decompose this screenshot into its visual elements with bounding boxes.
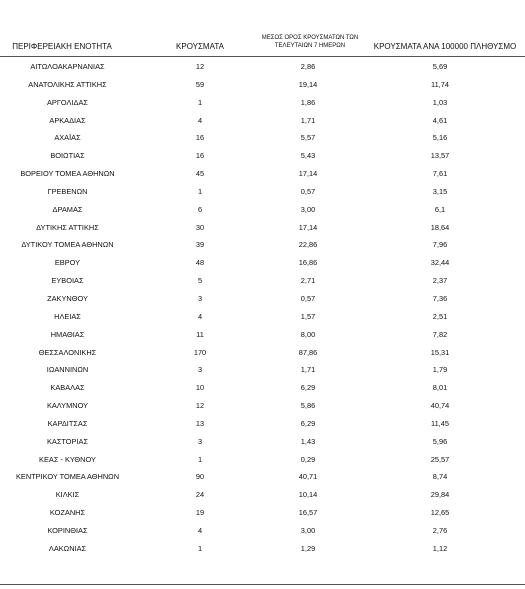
cell-avg: 1,71 — [300, 365, 316, 375]
cell-avg: 1,57 — [300, 311, 316, 321]
cell-per-100k: 29,84 — [430, 490, 450, 500]
cell-region: ΚΙΛΚΙΣ — [55, 490, 80, 500]
cell-region: ΛΑΚΩΝΙΑΣ — [48, 543, 87, 553]
table-row — [0, 541, 525, 559]
table-row — [0, 77, 525, 95]
cell-avg: 1,71 — [300, 115, 316, 125]
cell-avg: 1,86 — [300, 97, 316, 107]
cell-region: ΖΑΚΥΝΘΟΥ — [47, 293, 88, 303]
table-row — [0, 273, 525, 291]
cell-region: ΙΩΑΝΝΙΝΩΝ — [46, 365, 89, 375]
cell-avg: 3,00 — [300, 525, 316, 535]
cell-cases: 90 — [195, 472, 205, 482]
cell-cases: 16 — [195, 151, 205, 161]
cell-avg: 19,14 — [298, 79, 318, 89]
cell-per-100k: 7,82 — [432, 329, 448, 339]
cell-avg: 16,86 — [298, 258, 318, 268]
cell-cases: 1 — [197, 543, 203, 553]
cell-per-100k: 5,69 — [432, 62, 448, 71]
cell-cases: 16 — [195, 133, 205, 143]
cell-cases: 170 — [193, 347, 207, 357]
cell-avg: 17,14 — [298, 222, 318, 232]
table-row — [0, 434, 525, 452]
cell-region: ΚΑΡΔΙΤΣΑΣ — [47, 418, 88, 428]
cell-cases: 3 — [197, 436, 203, 446]
cell-avg: 22,86 — [298, 240, 318, 250]
cell-region: ΓΡΕΒΕΝΩΝ — [47, 186, 88, 196]
cell-region: ΑΧΑΪΑΣ — [54, 133, 81, 143]
cell-cases: 19 — [195, 508, 205, 518]
cell-per-100k: 5,96 — [432, 436, 448, 446]
cell-avg: 2,71 — [300, 276, 316, 286]
cell-per-100k: 40,74 — [430, 401, 450, 411]
header-divider — [0, 56, 525, 57]
cell-region: ΔΥΤΙΚΟΥ ΤΟΜΕΑ ΑΘΗΝΩΝ — [21, 240, 114, 250]
cell-cases: 45 — [195, 169, 205, 179]
table-row — [0, 255, 525, 273]
cell-region: ΚΕΑΣ - ΚΥΘΝΟΥ — [39, 454, 96, 464]
cell-region: ΑΡΚΑΔΙΑΣ — [49, 115, 86, 125]
cell-cases: 12 — [195, 62, 205, 71]
table-row — [0, 237, 525, 255]
cell-avg: 5,57 — [300, 133, 316, 143]
table-row — [0, 130, 525, 148]
cell-cases: 24 — [195, 490, 205, 500]
cell-region: ΕΒΡΟΥ — [54, 258, 81, 268]
cell-cases: 13 — [195, 418, 205, 428]
table-row — [0, 113, 525, 131]
cell-avg: 2,86 — [300, 62, 316, 71]
cell-region: ΚΑΛΥΜΝΟΥ — [46, 401, 89, 411]
cell-cases: 30 — [195, 222, 205, 232]
cell-avg: 8,00 — [300, 329, 316, 339]
cell-cases: 59 — [195, 79, 205, 89]
cell-cases: 11 — [196, 329, 204, 339]
cell-cases: 1 — [197, 186, 203, 196]
table-row — [0, 95, 525, 113]
cell-avg: 0,29 — [300, 454, 316, 464]
cell-avg: 5,86 — [300, 401, 316, 411]
table-row — [0, 452, 525, 470]
cell-cases: 39 — [195, 240, 205, 250]
cell-cases: 4 — [197, 311, 203, 321]
cell-per-100k: 1,03 — [432, 97, 448, 107]
cell-avg: 6,29 — [300, 383, 316, 393]
cell-avg: 0,57 — [300, 293, 316, 303]
cell-per-100k: 25,57 — [430, 454, 450, 464]
cell-cases: 3 — [197, 365, 203, 375]
cell-region: ΔΡΑΜΑΣ — [52, 204, 83, 214]
table-row — [0, 505, 525, 523]
table-row — [0, 345, 525, 363]
cell-per-100k: 8,74 — [432, 472, 448, 482]
cell-region: ΚΟΡΙΝΘΙΑΣ — [47, 525, 88, 535]
cell-avg: 1,43 — [300, 436, 316, 446]
table-row — [0, 291, 525, 309]
cell-per-100k: 15,31 — [430, 347, 450, 357]
table-row — [0, 184, 525, 202]
table-row — [0, 362, 525, 380]
cell-per-100k: 13,57 — [430, 151, 450, 161]
table-row — [0, 148, 525, 166]
cell-avg: 16,57 — [298, 508, 318, 518]
table-row — [0, 309, 525, 327]
table-row — [0, 220, 525, 238]
cell-per-100k: 6,1 — [434, 204, 446, 214]
cell-region: ΚΑΒΑΛΑΣ — [50, 383, 85, 393]
cell-region: ΑΝΑΤΟΛΙΚΗΣ ΑΤΤΙΚΗΣ — [28, 79, 107, 89]
cell-per-100k: 12,65 — [430, 508, 450, 518]
cell-per-100k: 1,79 — [432, 365, 448, 375]
header-region: ΠΕΡΙΦΕΡΕΙΑΚΗ ΕΝΟΤΗΤΑ — [12, 42, 112, 51]
cell-region: ΗΜΑΘΙΑΣ — [50, 329, 85, 339]
table-row — [0, 59, 525, 77]
cell-region: ΑΡΓΟΛΙΔΑΣ — [47, 97, 88, 107]
cell-avg: 1,29 — [300, 543, 316, 553]
cell-cases: 48 — [195, 258, 205, 268]
cell-region: ΔΥΤΙΚΗΣ ΑΤΤΙΚΗΣ — [36, 222, 99, 232]
cell-avg: 87,86 — [298, 347, 318, 357]
cell-cases: 6 — [197, 204, 203, 214]
table-row — [0, 166, 525, 184]
cell-avg: 40,71 — [298, 472, 318, 482]
cell-region: ΑΙΤΩΛΟΑΚΑΡΝΑΝΙΑΣ — [30, 62, 105, 71]
cell-per-100k: 3,15 — [432, 186, 448, 196]
cell-region: ΘΕΣΣΑΛΟΝΙΚΗΣ — [38, 347, 97, 357]
header-avg-7-days — [255, 34, 365, 50]
cell-avg: 5,43 — [300, 151, 316, 161]
cell-cases: 10 — [195, 383, 205, 393]
cell-cases: 1 — [197, 97, 203, 107]
cell-cases: 5 — [197, 276, 203, 286]
bottom-divider — [0, 584, 525, 585]
cell-per-100k: 7,96 — [432, 240, 448, 250]
cell-region: ΚΟΖΑΝΗΣ — [49, 508, 86, 518]
cell-cases: 1 — [197, 454, 203, 464]
cell-avg: 10,14 — [298, 490, 318, 500]
cell-region: ΚΑΣΤΟΡΙΑΣ — [46, 436, 89, 446]
table-row — [0, 202, 525, 220]
cell-region: ΗΛΕΙΑΣ — [54, 311, 81, 321]
table-row — [0, 327, 525, 345]
table-row — [0, 380, 525, 398]
cell-region: ΕΥΒΟΙΑΣ — [51, 276, 84, 286]
table-row — [0, 523, 525, 541]
cell-per-100k: 11,74 — [431, 79, 449, 89]
table-row — [0, 398, 525, 416]
cell-cases: 12 — [195, 401, 205, 411]
header-avg-line2: ΤΕΛΕΥΤΑΙΩΝ 7 ΗΜΕΡΩΝ — [274, 43, 346, 49]
header-cases: ΚΡΟΥΣΜΑΤΑ — [176, 42, 224, 51]
table-row — [0, 416, 525, 434]
cell-region: ΚΕΝΤΡΙΚΟΥ ΤΟΜΕΑ ΑΘΗΝΩΝ — [15, 472, 120, 482]
cell-per-100k: 1,12 — [432, 543, 448, 553]
cell-per-100k: 11,45 — [431, 418, 449, 428]
header-per-100k: ΚΡΟΥΣΜΑΤΑ ΑΝΑ 100000 ΠΛΗΘΥΣΜΟ — [373, 42, 517, 51]
table-row — [0, 487, 525, 505]
cell-per-100k: 32,44 — [430, 258, 450, 268]
cell-avg: 17,14 — [298, 169, 318, 179]
cell-per-100k: 8,01 — [432, 383, 448, 393]
cell-per-100k: 7,36 — [432, 293, 448, 303]
cell-per-100k: 5,16 — [432, 133, 448, 143]
cell-region: ΒΟΡΕΙΟΥ ΤΟΜΕΑ ΑΘΗΝΩΝ — [20, 169, 115, 179]
table-body — [0, 59, 525, 559]
cell-cases: 3 — [197, 293, 203, 303]
cell-avg: 0,57 — [300, 186, 316, 196]
cell-per-100k: 2,51 — [432, 311, 448, 321]
cell-cases: 4 — [197, 115, 203, 125]
cell-cases: 4 — [197, 525, 203, 535]
cell-per-100k: 7,61 — [432, 169, 448, 179]
cell-region: ΒΟΙΩΤΙΑΣ — [50, 151, 85, 161]
header-avg-line1: ΜΕΣΟΣ ΟΡΟΣ ΚΡΟΥΣΜΑΤΩΝ ΤΩΝ — [261, 35, 359, 41]
cell-avg: 6,29 — [300, 418, 316, 428]
table-row — [0, 469, 525, 487]
cell-per-100k: 2,37 — [432, 276, 448, 286]
cell-avg: 3,00 — [300, 204, 316, 214]
cell-per-100k: 2,76 — [432, 525, 448, 535]
cell-per-100k: 18,64 — [430, 222, 450, 232]
cell-per-100k: 4,61 — [432, 115, 448, 125]
